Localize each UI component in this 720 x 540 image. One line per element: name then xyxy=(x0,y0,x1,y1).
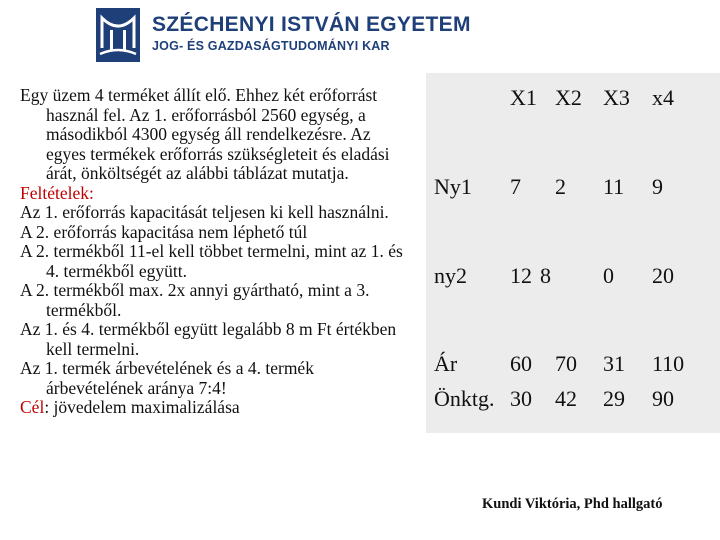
condition-3: A 2. termékből 11-el kell többet termelni, mint az 1. és 4. termékből együtt. xyxy=(20,241,403,281)
goal xyxy=(20,398,410,418)
problem-intro: Egy üzem 4 terméket állít elő. Ehhez két erőforrást használ fel. Az 1. erőforrásból 2560 egység, a másodikból 4300 egység áll rendelkezésre. Az egyes termékek erőforrás szükségleteit és eladási árát, önköltségét az alábbi táblázat mutatja. xyxy=(20,85,390,183)
row-label-ny2: ny2 xyxy=(434,263,467,288)
column-header-x4: x4 xyxy=(652,85,674,110)
goal-label: Cél xyxy=(20,397,45,417)
column-header-x3: X3 xyxy=(603,85,630,110)
row-label-ny1: Ny1 xyxy=(434,174,472,199)
condition-5: Az 1. és 4. termékből együtt legalább 8 m Ft értékben kell termelni. xyxy=(20,319,397,359)
condition-6: Az 1. termék árbevételének és a 4. termék árbevételének aránya 7:4! xyxy=(20,358,314,398)
table-cell: 90 xyxy=(652,386,674,411)
table-cell: 60 xyxy=(510,351,532,376)
table-cell: 30 xyxy=(510,386,532,411)
table-cell: 8 xyxy=(540,263,551,288)
table-cell: 42 xyxy=(555,386,577,411)
table-cell: 0 xyxy=(603,263,614,288)
condition-4: A 2. termékből max. 2x annyi gyártható, mint a 3. termékből. xyxy=(20,280,370,320)
row-label-cost: Önktg. xyxy=(434,386,495,411)
table-cell: 11 xyxy=(603,174,625,199)
table-cell: 12 xyxy=(510,263,532,288)
table-cell: 70 xyxy=(555,351,577,376)
row-label-price: Ár xyxy=(434,351,458,376)
column-header-x1: X1 xyxy=(510,85,537,110)
table-cell: 20 xyxy=(652,263,674,288)
condition-2: A 2. erőforrás kapacitása nem léphető túl xyxy=(20,221,308,242)
conditions-heading: Feltételek: xyxy=(20,182,94,203)
table-cell: 110 xyxy=(652,351,685,376)
goal-text: : jövedelem maximalizálása xyxy=(44,397,240,417)
author-credit: Kundi Viktória, Phd hallgató xyxy=(482,496,663,512)
problem-statement xyxy=(20,86,410,418)
column-header-x2: X2 xyxy=(555,85,582,110)
resource-table xyxy=(426,73,720,433)
table-cell: 9 xyxy=(652,174,663,199)
condition-1: Az 1. erőforrás kapacitását teljesen ki kell használni. xyxy=(20,202,389,222)
table-cell: 7 xyxy=(510,174,521,199)
table-cell: 29 xyxy=(603,386,625,411)
table-cell: 31 xyxy=(603,351,625,376)
table-cell: 2 xyxy=(555,174,566,199)
header xyxy=(0,0,720,70)
university-name: SZÉCHENYI ISTVÁN EGYETEM xyxy=(152,13,471,36)
faculty-name: JOG- ÉS GAZDASÁGTUDOMÁNYI KAR xyxy=(152,39,390,53)
university-logo-icon xyxy=(96,8,140,62)
